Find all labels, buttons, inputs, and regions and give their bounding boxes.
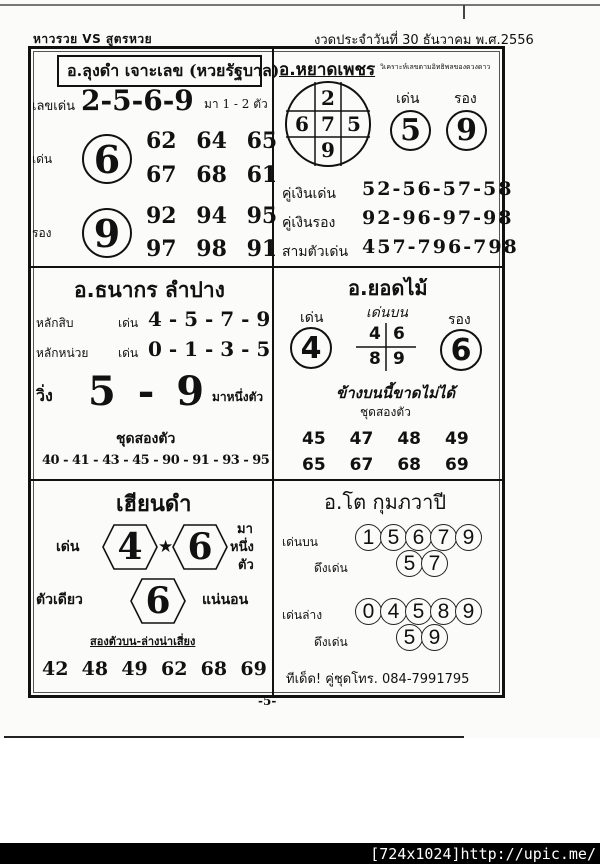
panel-title: อ.โต กุมภวาปี: [324, 490, 447, 514]
pair: 67: [146, 162, 177, 188]
second-label: รอง: [454, 91, 477, 107]
pull-ball: 5: [396, 550, 423, 577]
row-value: 457-796-798: [362, 236, 519, 258]
pair: 91: [246, 236, 278, 262]
upper-label: เด่นบน: [366, 305, 408, 321]
digit-ball: 4: [380, 598, 407, 625]
hex-digit: 4: [117, 526, 143, 568]
main-digit-circle: 6: [82, 134, 132, 184]
pair-title: สองตัวบน-ล่างน่าเสี่ยง: [90, 635, 196, 648]
lower-label: เด่นล่าง: [282, 608, 323, 622]
cross-digit: 8: [369, 349, 381, 369]
second-label: รอง: [448, 312, 471, 328]
digit-ball: 8: [430, 598, 457, 625]
page-corner-mark: [463, 5, 465, 19]
panel-title: เฮียนดำ: [116, 492, 192, 517]
lead-suffix: มา 1 - 2 ตัว: [204, 97, 268, 111]
hex-digit: 6: [187, 526, 213, 568]
panel-subtitle: วิเคราะห์เลขตามอิทธิพลของดวงดาว: [380, 63, 491, 71]
panel-title: อ.ลุงดำ เจาะเลข (หวยรัฐบาล): [67, 61, 280, 80]
pair: 65: [302, 455, 326, 475]
publication-title: หาวรวย VS สูตรหวย: [33, 32, 153, 46]
pair-list: 42 48 49 62 68 69: [42, 658, 267, 680]
second-digit-circle: 9: [446, 110, 487, 151]
star-icon: ★: [158, 537, 174, 557]
pair: 68: [397, 455, 422, 475]
row-value: 52-56-57-58: [362, 178, 514, 200]
pair-title: ชุดสองตัว: [116, 431, 176, 447]
main-pairs-row-1: [146, 128, 277, 154]
cross-grid: [356, 323, 416, 371]
pair: 95: [246, 203, 278, 229]
draw-date: งวดประจำวันที่ 30 ธันวาคม พ.ศ.2556: [314, 33, 534, 48]
main-label: เด่น: [300, 310, 324, 326]
main-digit-circle: 4: [290, 327, 332, 369]
pair: 67: [349, 455, 374, 475]
digit-ball: 9: [455, 524, 482, 551]
watermark-text: [724x1024]http://upic.me/: [370, 845, 596, 863]
single-label: ตัวเดียว: [36, 592, 83, 608]
pair-title: ชุดสองตัว: [360, 405, 411, 419]
panel-lungdam: [32, 50, 280, 266]
main-label: เด่น: [396, 91, 420, 107]
row-divider-1: [28, 266, 505, 268]
row-value: 0 - 1 - 3 - 5: [148, 337, 271, 361]
digit-ball: 0: [355, 598, 382, 625]
pair-row-1: [302, 429, 469, 449]
main-suffix-3: ตัว: [238, 558, 254, 573]
lower-pull-label: ดึงเด่น: [314, 635, 348, 649]
run-value: 5 - 9: [88, 368, 205, 415]
pair-row-2: [302, 455, 469, 475]
wheel-top: 2: [321, 86, 335, 110]
pair: 61: [246, 162, 278, 188]
pair-list: 40 - 41 - 43 - 45 - 90 - 91 - 93 - 95: [42, 453, 270, 468]
digit-ball: 9: [455, 598, 482, 625]
panel-sianlam: [32, 482, 272, 690]
digit-ball: 1: [355, 524, 382, 551]
second-digit-circle: 9: [82, 208, 132, 258]
pair: 94: [196, 203, 227, 229]
row-label: หลักหน่วย: [36, 346, 89, 360]
main-suffix-2: หนึ่ง: [230, 540, 254, 555]
second-digit-circle: 6: [440, 329, 482, 371]
pull-ball: 7: [421, 550, 448, 577]
pair: 98: [196, 236, 227, 262]
panel-title: อ.ยอดไม้: [348, 276, 428, 300]
hex-left: [102, 524, 158, 570]
pair: 48: [397, 429, 422, 449]
digit-ball: 6: [405, 524, 432, 551]
cross-digit: 6: [393, 324, 405, 344]
second-pairs-row-2: [146, 236, 277, 262]
wheel-right: 5: [347, 112, 361, 136]
second-label: รอง: [32, 226, 52, 240]
row-tag: เด่น: [118, 346, 139, 360]
lead-label: เลขเด่น: [32, 99, 76, 114]
cross-digit: 9: [393, 349, 405, 369]
page-number: -5-: [258, 694, 277, 708]
pair: 69: [445, 455, 469, 475]
pair: 64: [196, 128, 227, 154]
pair: 68: [196, 162, 227, 188]
row-tag: เด่น: [118, 316, 139, 330]
hex-digit: 6: [145, 580, 171, 622]
pair: 92: [146, 203, 177, 229]
wheel-center: 7: [321, 112, 335, 136]
pair: 49: [445, 429, 469, 449]
digit-ball: 7: [430, 524, 457, 551]
wheel-bottom: 9: [321, 138, 335, 162]
second-pairs-row-1: [146, 203, 277, 229]
run-suffix: มาหนึ่งตัว: [212, 390, 264, 404]
cross-digit: 4: [369, 324, 381, 344]
lead-numbers: 2-5-6-9: [81, 84, 194, 117]
hex-single: [130, 578, 186, 624]
digit-ball: 5: [405, 598, 432, 625]
page-top-edge: [0, 4, 600, 6]
single-suffix: แน่นอน: [202, 592, 249, 608]
row-divider-2: [28, 479, 505, 481]
wheel-left: 6: [295, 112, 309, 136]
row-label: สามตัวเด่น: [282, 244, 349, 260]
contact-line: ทีเด็ด! คู่ชุดโทร. 084-7991795: [286, 672, 470, 687]
run-label: วิ่ง: [36, 386, 53, 405]
pull-ball: 9: [421, 624, 448, 651]
panel-yadphet: [276, 50, 519, 266]
pull-ball: 5: [396, 624, 423, 651]
pair: 47: [349, 429, 374, 449]
main-label: เด่น: [56, 539, 80, 555]
panel-thanakorn: [32, 269, 272, 479]
pair: 62: [146, 128, 177, 154]
main-digit-circle: 5: [390, 110, 431, 151]
main-suffix-1: มา: [237, 522, 253, 537]
panel-title: อ.หยาดเพชร: [279, 60, 376, 80]
row-value: 92-96-97-98: [362, 207, 514, 229]
digit-ball: 5: [380, 524, 407, 551]
number-wheel: [284, 80, 372, 168]
upper-label: เด่นบน: [282, 535, 318, 549]
pair: 97: [146, 236, 177, 262]
row-label: คู่เงินรอง: [282, 215, 336, 231]
row-label: หลักสิบ: [36, 316, 74, 330]
pair: 45: [302, 429, 326, 449]
hex-right: [172, 524, 228, 570]
pair: 65: [246, 128, 278, 154]
row-value: 4 - 5 - 7 - 9: [148, 307, 271, 331]
main-label: เด่น: [32, 152, 53, 166]
row-label: คู่เงินเด่น: [282, 186, 337, 202]
main-pairs-row-2: [146, 162, 277, 188]
page-bottom-edge: [4, 736, 464, 738]
panel-yodmai: [276, 269, 500, 479]
panel-to: [276, 482, 500, 690]
upper-pull-label: ดึงเด่น: [314, 561, 348, 575]
cross-lines-icon: [356, 323, 416, 371]
slogan: ข้างบนนี้ขาดไม่ได้: [336, 384, 456, 402]
panel-title: อ.ธนากร ลำปาง: [74, 278, 225, 302]
